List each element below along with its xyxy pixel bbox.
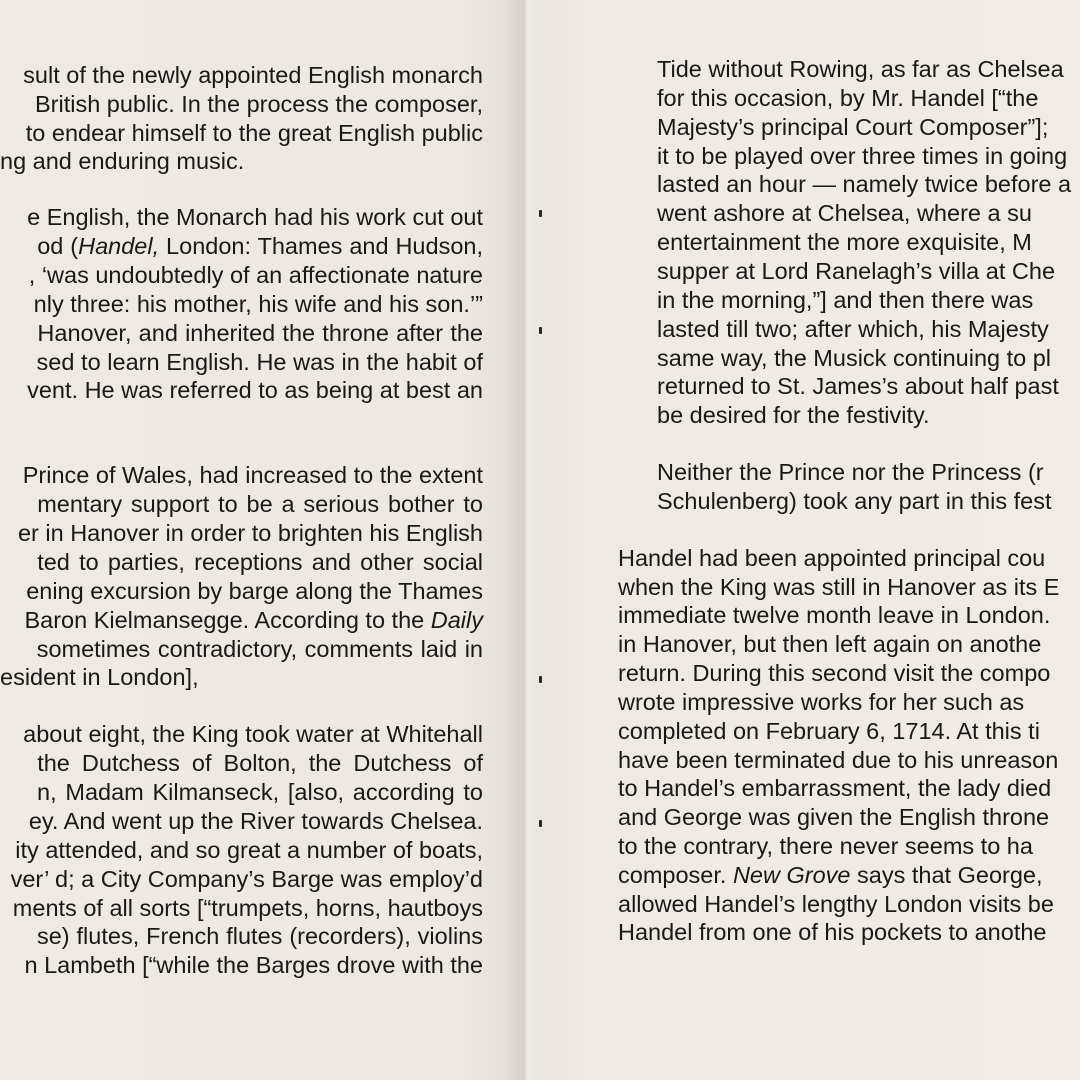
text-line: ening excursion by barge along the Thames — [26, 578, 483, 604]
text-line: Majesty’s principal Court Composer”]; — [657, 114, 1049, 140]
text-line: immediate twelve month leave in London. — [618, 602, 1051, 628]
text-line-italic: Baron Kielmansegge. According to the Daily — [24, 607, 483, 633]
italic-title: Handel, — [78, 233, 160, 259]
text-line: Neither the Prince nor the Princess (r — [657, 459, 1044, 485]
text-line: returned to St. James’s about half past — [657, 373, 1059, 399]
text-line: Handel from one of his pockets to anothe — [618, 919, 1047, 945]
binding-staple — [539, 676, 542, 683]
text-line: supper at Lord Ranelagh’s villa at Che — [657, 258, 1056, 284]
text-line: about eight, the King took water at Whitehall — [23, 721, 483, 747]
text-line: n Lambeth [“while the Barges drove with the — [24, 952, 483, 978]
text-line: to Handel’s embarrassment, the lady died — [618, 775, 1052, 801]
text-line: to endear himself to the great English public — [25, 120, 483, 146]
text-line: vent. He was referred to as being at best an — [27, 377, 483, 403]
text-line: completed on February 6, 1714. At this ti — [618, 718, 1040, 744]
text-line: British public. In the process the composer, — [34, 91, 483, 117]
binding-staple — [539, 820, 542, 827]
text-line-italic: composer. New Grove says that George, — [618, 862, 1043, 888]
text-line: sed to learn English. He was in the habit of — [36, 349, 483, 375]
text-line: se) flutes, French flutes (recorders), violins — [36, 923, 483, 949]
text-line: ments of all sorts [“trumpets, horns, hautboys — [12, 895, 483, 921]
left-page — [0, 0, 520, 1080]
text-line: in the morning,”] and then there was — [657, 287, 1034, 313]
text-line: lasted an hour — namely twice before a — [657, 171, 1072, 197]
text-line: have been terminated due to his unreason — [618, 747, 1059, 773]
text-line: same way, the Musick continuing to pl — [657, 345, 1052, 371]
text-line: , ‘was undoubtedly of an affectionate nature — [28, 262, 483, 288]
text-line: e English, the Monarch had his work cut out — [27, 204, 483, 230]
text-line: n, Madam Kilmanseck, [also, according to — [37, 779, 483, 805]
italic-title: Daily — [430, 607, 483, 633]
text-line: Tide without Rowing, as far as Chelsea — [657, 56, 1064, 82]
text-line: when the King was still in Hanover as its E — [618, 574, 1060, 600]
text-line: in Hanover, but then left again on anothe — [618, 631, 1042, 657]
text-line: mentary support to be a serious bother to — [37, 491, 483, 517]
text-line: and George was given the English throne — [618, 804, 1050, 830]
binding-staple — [539, 210, 542, 217]
text-line: esident in London], — [0, 664, 199, 690]
text-line: for this occasion, by Mr. Handel [“the — [657, 85, 1039, 111]
right-page — [520, 0, 1080, 1080]
text-line: wrote impressive works for her such as — [618, 689, 1025, 715]
text-line: to the contrary, there never seems to ha — [618, 833, 1033, 859]
text-line: nly three: his mother, his wife and his son.’” — [33, 291, 483, 317]
text-line: sometimes contradictory, comments laid in — [36, 636, 483, 662]
text-line: Prince of Wales, had increased to the extent — [22, 462, 483, 488]
text-line: allowed Handel’s lengthy London visits be — [618, 891, 1054, 917]
text-line: Handel had been appointed principal cou — [618, 545, 1046, 571]
text-line: entertainment the more exquisite, M — [657, 229, 1032, 255]
text-line: went ashore at Chelsea, where a su — [657, 200, 1032, 226]
text-line: sult of the newly appointed English monarch — [23, 62, 483, 88]
text-line: Hanover, and inherited the throne after the — [37, 320, 483, 346]
italic-title: New Grove — [732, 862, 851, 888]
binding-staple — [539, 327, 542, 334]
text-line: er in Hanover in order to brighten his English — [17, 520, 483, 546]
text-line: lasted till two; after which, his Majesty — [657, 316, 1049, 342]
text-line-italic: od (Handel, London: Thames and Hudson, — [37, 233, 483, 259]
text-line: Schulenberg) took any part in this fest — [657, 488, 1052, 514]
text-line: ey. And went up the River towards Chelsea. — [28, 808, 483, 834]
text-line: ted to parties, receptions and other social — [37, 549, 483, 575]
text-line: it to be played over three times in going — [657, 143, 1068, 169]
text-line: be desired for the festivity. — [657, 402, 930, 428]
book-gutter — [508, 0, 544, 1080]
text-line: ng and enduring music. — [0, 148, 245, 174]
text-line: return. During this second visit the compo — [618, 660, 1051, 686]
text-line: ver’ d; a City Company’s Barge was employ’d — [10, 866, 483, 892]
text-line: the Dutchess of Bolton, the Dutchess of — [37, 750, 483, 776]
text-line: ity attended, and so great a number of boats, — [15, 837, 483, 863]
